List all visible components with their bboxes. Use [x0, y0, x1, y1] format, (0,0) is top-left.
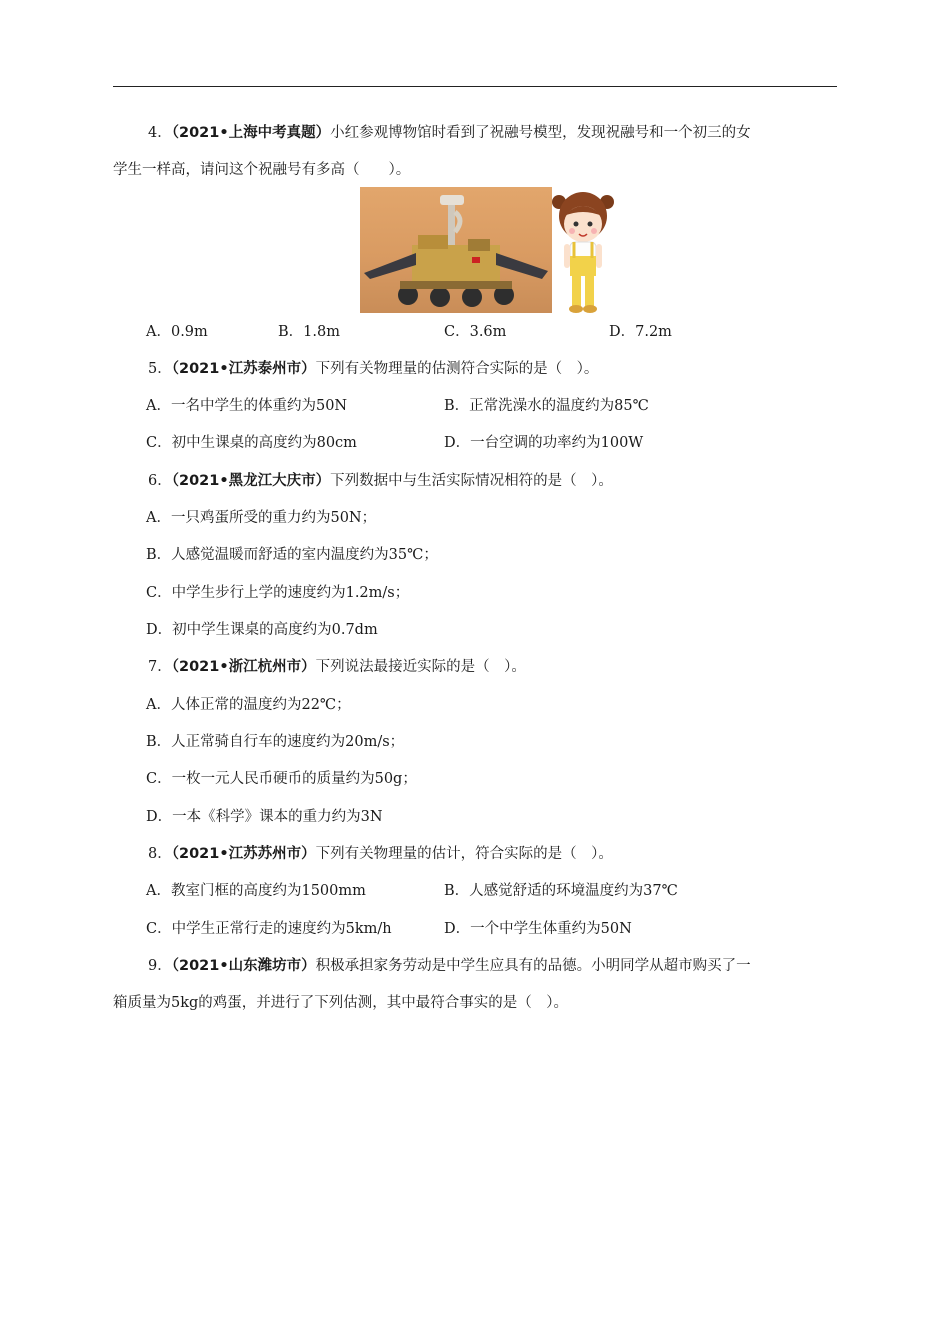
question-text: 下列说法最接近实际的是（ ）。 [315, 659, 526, 675]
question-text: 积极承担家务劳动是中学生应具有的品德。小明同学从超市购买了一 [315, 958, 751, 974]
question-text: 下列有关物理量的估测符合实际的是（ ）。 [315, 361, 599, 377]
question-text: 小红参观博物馆时看到了祝融号模型，发现祝融号和一个初三的女 [330, 125, 751, 141]
option-b: B．1.8m [278, 324, 340, 340]
option-d: D．一个中学生体重约为50N [444, 921, 632, 937]
question-9-line-2: 箱质量为5kg的鸡蛋，并进行了下列估测，其中最符合事实的是（ ）。 [113, 995, 569, 1011]
option-c: C．初中生课桌的高度约为80cm [146, 435, 357, 451]
option-b: B．正常洗澡水的温度约为85℃ [444, 398, 649, 414]
question-4-line-1 [148, 123, 751, 143]
option-c: C．中学生正常行走的速度约为5km/h [146, 921, 392, 937]
option-b: B．人正常骑自行车的速度约为20m/s； [146, 734, 405, 750]
question-text: 下列有关物理量的估计，符合实际的是（ ）。 [315, 846, 613, 862]
question-text: 下列数据中与生活实际情况相符的是（ ）。 [330, 473, 613, 489]
option-a: A．一名中学生的体重约为50N [146, 398, 348, 414]
option-a: A．一只鸡蛋所受的重力约为50N； [146, 510, 377, 526]
option-d: D．7.2m [609, 324, 672, 340]
question-9-line-1 [148, 956, 751, 976]
option-a: A．教室门框的高度约为1500mm [146, 883, 366, 899]
schoolgirl-illustration [552, 186, 614, 314]
question-8-line [148, 844, 613, 864]
question-4-line-2: 学生一样高，请问这个祝融号有多高（ ）。 [113, 162, 411, 178]
option-a: A．0.9m [146, 324, 208, 340]
option-b: B．人感觉舒适的环境温度约为37℃ [444, 883, 678, 899]
question-source: （2021•黑龙江大庆市） [171, 473, 331, 489]
question-number: 6． [148, 473, 172, 489]
question-source: （2021•浙江杭州市） [171, 659, 316, 675]
question-5-line [148, 359, 598, 379]
option-c: C．中学生步行上学的速度约为1.2m/s； [146, 585, 410, 601]
option-d: D．一本《科学》课本的重力约为3N [146, 809, 383, 825]
question-number: 8． [148, 846, 172, 862]
zhurong-rover-photo [360, 187, 552, 313]
option-b: B．人感觉温暖而舒适的室内温度约为35℃； [146, 547, 438, 563]
question-source: （2021•江苏泰州市） [171, 361, 316, 377]
question-number: 5． [148, 361, 172, 377]
question-number: 9． [148, 958, 172, 974]
header-rule [113, 86, 837, 87]
option-d: D．初中学生课桌的高度约为0.7dm [146, 622, 378, 638]
option-a: A．人体正常的温度约为22℃； [146, 697, 351, 713]
option-c: C．一枚一元人民币硬币的质量约为50g； [146, 771, 417, 787]
question-source: （2021•山东潍坊市） [171, 958, 316, 974]
question-source: （2021•江苏苏州市） [171, 846, 316, 862]
question-source: （2021•上海中考真题） [171, 125, 331, 141]
question-number: 4． [148, 125, 172, 141]
question-7-line [148, 657, 526, 677]
question-6-line [148, 471, 613, 491]
option-c: C．3.6m [444, 324, 507, 340]
option-d: D．一台空调的功率约为100W [444, 435, 644, 451]
question-number: 7． [148, 659, 172, 675]
